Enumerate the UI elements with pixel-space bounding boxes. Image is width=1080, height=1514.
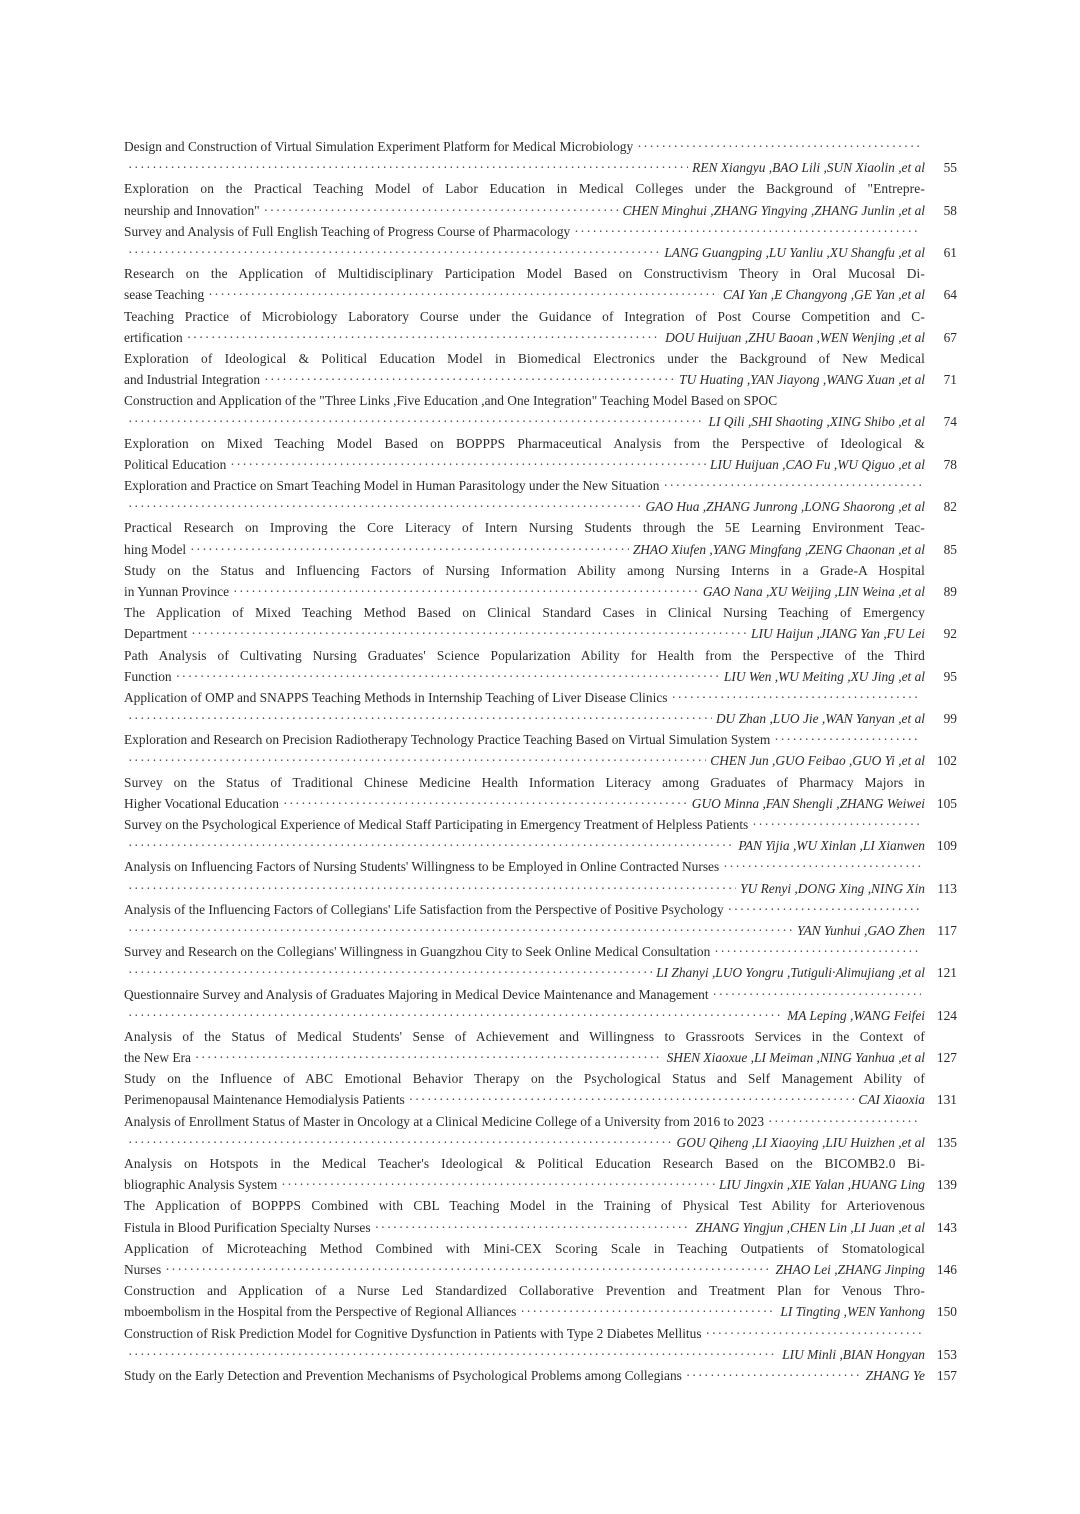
toc-entry[interactable] (124, 645, 957, 687)
toc-title-line (124, 433, 957, 454)
leader-dots (128, 496, 642, 517)
toc-title-line (124, 178, 957, 199)
leader-dots (714, 941, 921, 962)
leader-dots (230, 454, 706, 475)
toc-page-number: 143 (936, 1219, 957, 1235)
toc-page-number: 109 (936, 838, 957, 854)
toc-title-text: the New Era (124, 1050, 191, 1066)
toc-authors: CAI Yan ,E Changyong ,GE Yan ,et al (722, 287, 925, 303)
toc-authors: ZHANG Ye (865, 1367, 925, 1383)
toc-title-line (124, 221, 957, 242)
leader-dots (128, 750, 706, 771)
toc-page-number: 58 (943, 202, 957, 218)
toc-entry[interactable] (124, 475, 957, 517)
toc-page-number: 89 (943, 583, 957, 599)
toc-title-line (124, 263, 957, 284)
toc-title-text: and Industrial Integration (124, 372, 261, 388)
leader-dots (208, 284, 719, 305)
toc-title-line (124, 623, 957, 644)
toc-title-text: Exploration on the Practical Teaching Model of Labor Education in Medical Colleges under the Background of "Entrepre- (124, 181, 925, 197)
toc-author-line (124, 411, 957, 432)
toc-authors: GAO Nana ,XU Weijing ,LIN Weina ,et al (702, 583, 925, 599)
toc-authors: DU Zhan ,LUO Jie ,WAN Yanyan ,et al (715, 711, 925, 727)
leader-dots (706, 1323, 921, 1344)
toc-entry[interactable] (124, 221, 957, 263)
toc-entry[interactable] (124, 729, 957, 771)
toc-authors: ZHAO Xiufen ,YANG Mingfang ,ZENG Chaonan ,et al (632, 541, 925, 557)
toc-entry[interactable] (124, 1068, 957, 1110)
toc-entry[interactable] (124, 306, 957, 348)
toc-title-text: Survey and Research on the Collegians' Willingness in Guangzhou City to Seek Online Medical Consultation (124, 944, 711, 960)
toc-entry[interactable] (124, 263, 957, 305)
toc-title-line (124, 327, 957, 348)
toc-entry[interactable] (124, 814, 957, 856)
toc-title-line (124, 284, 957, 305)
toc-entry[interactable] (124, 178, 957, 220)
toc-title-text: Analysis on Hotspots in the Medical Teacher's Ideological & Political Education Research Based on the BICOMB2.0 Bi- (124, 1156, 925, 1171)
toc-title-text: Political Education (124, 456, 227, 472)
leader-dots (520, 1301, 776, 1322)
toc-author-line (124, 1344, 957, 1365)
leader-dots (723, 856, 921, 877)
toc-title-text: Application of OMP and SNAPPS Teaching Methods in Internship Teaching of Liver Disease Clinics (124, 689, 668, 705)
toc-title-text: Study on the Influence of ABC Emotional Behavior Therapy on the Psychological Status and Self Management Ability of (124, 1071, 925, 1087)
toc-authors: CHEN Jun ,GUO Feibao ,GUO Yi ,et al (710, 753, 925, 769)
toc-entry[interactable] (124, 1195, 957, 1237)
toc-authors: GUO Minna ,FAN Shengli ,ZHANG Weiwei (691, 795, 925, 811)
toc-page-number: 95 (943, 668, 957, 684)
toc-title-line (124, 687, 957, 708)
toc-title-line (124, 729, 957, 750)
toc-title-line (124, 136, 957, 157)
toc-title-text: sease Teaching (124, 287, 205, 303)
toc-title-text: The Application of Mixed Teaching Method Based on Clinical Standard Cases in Clinical Nursing Teaching of Emergency (124, 605, 925, 621)
toc-author-line (124, 242, 957, 263)
toc-title-line (124, 1259, 957, 1280)
leader-dots (233, 581, 699, 602)
toc-authors: YAN Yunhui ,GAO Zhen (796, 922, 925, 938)
toc-title-line (124, 1111, 957, 1132)
toc-authors: ZHAO Lei ,ZHANG Jinping (775, 1261, 925, 1277)
toc-page-number: 113 (937, 880, 957, 896)
toc-title-text: Construction of Risk Prediction Model for Cognitive Dysfunction in Patients with Type 2 Diabetes Mellitus (124, 1325, 702, 1341)
toc-title-text: Nurses (124, 1261, 162, 1277)
toc-entry[interactable] (124, 348, 957, 390)
toc-authors: LIU Huijuan ,CAO Fu ,WU Qiguo ,et al (710, 456, 925, 472)
toc-title-line (124, 1174, 957, 1195)
toc-title-text: Study on the Status and Influencing Factors of Nursing Information Ability among Nursing Interns in a Grade-A Hospital (124, 562, 925, 578)
toc-page-number: 135 (936, 1134, 957, 1150)
toc-page-number: 92 (943, 626, 957, 642)
toc-title-line (124, 348, 957, 369)
leader-dots (128, 411, 705, 432)
toc-entry[interactable] (124, 1365, 957, 1386)
leader-dots (375, 1217, 692, 1238)
toc-author-line (124, 1132, 957, 1153)
toc-title-text: Path Analysis of Cultivating Nursing Graduates' Science Popularization Ability for Health from the Perspective of the Third (124, 647, 925, 663)
toc-authors: GAO Hua ,ZHANG Junrong ,LONG Shaorong ,et al (645, 499, 925, 515)
toc-title-text: Survey and Analysis of Full English Teaching of Progress Course of Pharmacology (124, 223, 571, 239)
toc-authors: LIU Haijun ,JIANG Yan ,FU Lei (751, 626, 925, 642)
toc-title-line (124, 1068, 957, 1089)
toc-page-number: 71 (943, 372, 957, 388)
toc-title-text: The Application of BOPPPS Combined with CBL Teaching Model in the Training of Physical Test Ability for Arteriovenous (124, 1198, 925, 1214)
leader-dots (752, 814, 921, 835)
toc-author-line (124, 750, 957, 771)
toc-authors: LANG Guangping ,LU Yanliu ,XU Shangfu ,et al (664, 244, 925, 260)
toc-title-text: Survey on the Psychological Experience of Medical Staff Participating in Emergency Treatment of Helpless Patients (124, 817, 749, 832)
toc-entry[interactable] (124, 1280, 957, 1322)
toc-title-line (124, 941, 957, 962)
leader-dots (128, 242, 660, 263)
leader-dots (128, 920, 793, 941)
toc-entry[interactable] (124, 772, 957, 814)
toc-title-line (124, 1217, 957, 1238)
toc-authors: LIU Jingxin ,XIE Yalan ,HUANG Ling (719, 1177, 925, 1193)
toc-authors: TU Huating ,YAN Jiayong ,WANG Xuan ,et al (679, 372, 925, 388)
toc-authors: ZHANG Yingjun ,CHEN Lin ,LI Juan ,et al (695, 1219, 925, 1235)
toc-title-line (124, 560, 957, 581)
toc-title-line (124, 1047, 957, 1068)
toc-entry[interactable] (124, 856, 957, 898)
toc-title-text: in Yunnan Province (124, 583, 230, 599)
leader-dots (264, 200, 619, 221)
toc-title-text: Design and Construction of Virtual Simulation Experiment Platform for Medical Microbiology (124, 139, 634, 154)
toc-title-text: Questionnaire Survey and Analysis of Graduates Majoring in Medical Device Maintenance and Management (124, 986, 709, 1002)
toc-title-line (124, 856, 957, 877)
toc-title-text: Construction and Application of a Nurse Led Standardized Collaborative Prevention and Treatment Plan for Venous Thro- (124, 1283, 925, 1299)
toc-page-number: 67 (943, 329, 957, 345)
toc-title-text: Analysis on Influencing Factors of Nursing Students' Willingness to be Employed in Online Contracted Nurses (124, 859, 720, 875)
toc-title-text: Exploration and Practice on Smart Teaching Model in Human Parasitology under the New Situation (124, 478, 660, 493)
leader-dots (128, 1344, 778, 1365)
toc-author-line (124, 157, 957, 178)
leader-dots (128, 1132, 673, 1153)
toc-authors: LI Zhanyi ,LUO Yongru ,Tutiguli·Alimujiang ,et al (656, 965, 925, 981)
toc-entry[interactable] (124, 517, 957, 559)
toc-entry[interactable] (124, 433, 957, 475)
toc-title-text: Practical Research on Improving the Core Literacy of Intern Nursing Students through the 5E Learning Environment Teac- (124, 520, 925, 536)
leader-dots (128, 835, 734, 856)
toc-page-number: 157 (936, 1367, 957, 1383)
toc-authors: DOU Huijuan ,ZHU Baoan ,WEN Wenjing ,et al (665, 329, 925, 345)
toc-page-number: 146 (936, 1261, 957, 1277)
toc-page-number: 74 (943, 414, 957, 430)
toc-title-text: Function (124, 668, 172, 684)
toc-title-line (124, 1238, 957, 1259)
toc-author-line (124, 878, 957, 899)
toc-title-text: Perimenopausal Maintenance Hemodialysis Patients (124, 1092, 405, 1108)
toc-authors: LIU Minli ,BIAN Hongyan (782, 1346, 925, 1362)
toc-title-text: neurship and Innovation" (124, 202, 260, 218)
toc-author-line (124, 962, 957, 983)
toc-authors: MA Leping ,WANG Feifei (787, 1007, 925, 1023)
toc-title-line (124, 1195, 957, 1216)
toc-title-line (124, 814, 957, 835)
toc-page-number: 99 (943, 711, 957, 727)
toc-author-line (124, 920, 957, 941)
toc-page-number: 82 (943, 499, 957, 515)
toc-authors: SHEN Xiaoxue ,LI Meiman ,NING Yanhua ,et al (666, 1050, 925, 1066)
toc-title-line (124, 602, 957, 623)
toc-author-line (124, 835, 957, 856)
leader-dots (128, 1005, 783, 1026)
toc-author-line (124, 1005, 957, 1026)
toc-author-line (124, 708, 957, 729)
table-of-contents (124, 136, 957, 1386)
toc-title-line (124, 666, 957, 687)
toc-page-number: 64 (943, 287, 957, 303)
toc-title-text: Construction and Application of the "Three Links ,Five Education ,and One Integration" Teaching Model Based on SPOC (124, 393, 778, 409)
toc-page-number: 124 (936, 1007, 957, 1023)
toc-page-number: 150 (936, 1304, 957, 1320)
toc-authors: LI Tingting ,WEN Yanhong (780, 1304, 925, 1320)
leader-dots (128, 878, 736, 899)
leader-dots (264, 369, 675, 390)
toc-title-line (124, 899, 957, 920)
leader-dots (663, 475, 921, 496)
toc-title-text: Fistula in Blood Purification Specialty Nurses (124, 1219, 371, 1235)
toc-title-line (124, 306, 957, 327)
toc-authors: PAN Yijia ,WU Xinlan ,LI Xianwen (738, 838, 925, 854)
toc-title-line (124, 539, 957, 560)
toc-page (124, 136, 957, 1386)
toc-authors: GOU Qiheng ,LI Xiaoying ,LIU Huizhen ,et al (676, 1134, 925, 1150)
toc-title-text: hing Model (124, 541, 187, 557)
toc-page-number: 61 (943, 244, 957, 260)
toc-title-line (124, 1301, 957, 1322)
leader-dots (281, 1174, 715, 1195)
leader-dots (165, 1259, 771, 1280)
toc-title-text: Analysis of Enrollment Status of Master in Oncology at a Clinical Medicine College of a University from 2016 to 2023 (124, 1113, 765, 1129)
toc-entry[interactable] (124, 1026, 957, 1068)
toc-page-number: 55 (943, 160, 957, 176)
toc-title-text: Higher Vocational Education (124, 795, 279, 811)
leader-dots (574, 221, 921, 242)
toc-title-line (124, 581, 957, 602)
toc-page-number: 121 (936, 965, 957, 981)
toc-page-number: 105 (936, 795, 957, 811)
toc-title-line (124, 1280, 957, 1301)
leader-dots (671, 687, 921, 708)
leader-dots (128, 708, 712, 729)
toc-title-line (124, 1323, 957, 1344)
toc-title-text: Analysis of the Status of Medical Students' Sense of Achievement and Willingness to Grassroots Services in the Context of (124, 1028, 925, 1044)
toc-title-line (124, 645, 957, 666)
toc-title-text: Exploration of Ideological & Political Education Model in Biomedical Electronics under the Background of New Medical (124, 350, 925, 366)
toc-page-number: 139 (936, 1177, 957, 1193)
toc-page-number: 117 (937, 922, 957, 938)
toc-title-text: Survey on the Status of Traditional Chinese Medicine Health Information Literacy among Graduates of Pharmacy Majors in (124, 774, 925, 790)
leader-dots (409, 1089, 855, 1110)
toc-title-line (124, 1026, 957, 1047)
toc-title-text: mboembolism in the Hospital from the Perspective of Regional Alliances (124, 1304, 517, 1320)
toc-page-number: 153 (936, 1346, 957, 1362)
toc-entry[interactable] (124, 1153, 957, 1195)
toc-title-line (124, 369, 957, 390)
toc-title-line (124, 1365, 957, 1386)
toc-authors: CHEN Minghui ,ZHANG Yingying ,ZHANG Junlin ,et al (622, 202, 925, 218)
leader-dots (190, 539, 629, 560)
leader-dots (191, 623, 747, 644)
toc-title-line (124, 200, 957, 221)
toc-entry[interactable] (124, 941, 957, 983)
toc-title-line (124, 772, 957, 793)
toc-title-line (124, 793, 957, 814)
toc-author-line (124, 496, 957, 517)
toc-entry[interactable] (124, 1111, 957, 1153)
toc-title-line (124, 454, 957, 475)
leader-dots (768, 1111, 921, 1132)
toc-page-number: 78 (943, 456, 957, 472)
toc-entry[interactable] (124, 1323, 957, 1365)
toc-title-line (124, 517, 957, 538)
leader-dots (176, 666, 720, 687)
leader-dots (774, 729, 921, 750)
toc-entry[interactable] (124, 984, 957, 1026)
toc-title-text: Application of Microteaching Method Combined with Mini-CEX Scoring Scale in Teaching Outpatients of Stomatological (124, 1240, 925, 1256)
toc-entry[interactable] (124, 560, 957, 602)
toc-title-text: Analysis of the Influencing Factors of Collegians' Life Satisfaction from the Perspective of Positive Psychology (124, 901, 724, 917)
leader-dots (128, 962, 652, 983)
toc-entry[interactable] (124, 899, 957, 941)
toc-authors: LIU Wen ,WU Meiting ,XU Jing ,et al (723, 668, 925, 684)
toc-authors: CAI Xiaoxia (858, 1092, 925, 1108)
toc-entry[interactable] (124, 687, 957, 729)
toc-title-text: Teaching Practice of Microbiology Laboratory Course under the Guidance of Integration of Post Course Competition and C- (124, 308, 925, 324)
leader-dots (187, 327, 661, 348)
toc-title-line (124, 390, 957, 411)
toc-entry[interactable] (124, 1238, 957, 1280)
leader-dots (637, 136, 921, 157)
toc-title-text: Department (124, 626, 188, 642)
leader-dots (728, 899, 921, 920)
toc-title-line (124, 984, 957, 1005)
toc-page-number: 102 (936, 753, 957, 769)
toc-title-line (124, 475, 957, 496)
toc-title-text: Research on the Application of Multidisciplinary Participation Model Based on Constructivism Theory in Oral Mucosal Di- (124, 266, 925, 282)
leader-dots (283, 793, 688, 814)
leader-dots (195, 1047, 663, 1068)
toc-authors: REN Xiangyu ,BAO Lili ,SUN Xiaolin ,et al (692, 160, 925, 176)
toc-authors: YU Renyi ,DONG Xing ,NING Xin (740, 880, 925, 896)
leader-dots (128, 157, 688, 178)
leader-dots (686, 1365, 862, 1386)
toc-page-number: 131 (936, 1092, 957, 1108)
toc-title-text: Exploration on Mixed Teaching Model Based on BOPPPS Pharmaceutical Analysis from the Perspective of Ideological & (124, 435, 925, 451)
toc-entry[interactable] (124, 136, 957, 178)
toc-title-line (124, 1089, 957, 1110)
toc-title-text: bliographic Analysis System (124, 1177, 278, 1193)
toc-title-text: Study on the Early Detection and Prevention Mechanisms of Psychological Problems among Collegians (124, 1367, 682, 1383)
leader-dots (713, 984, 921, 1005)
toc-title-text: Exploration and Research on Precision Radiotherapy Technology Practice Teaching Based on Virtual Simulation System (124, 732, 771, 748)
toc-authors: LI Qili ,SHI Shaoting ,XING Shibo ,et al (708, 414, 925, 430)
toc-page-number: 85 (943, 541, 957, 557)
toc-title-text: ertification (124, 329, 183, 345)
toc-entry[interactable] (124, 390, 957, 432)
toc-page-number: 127 (936, 1050, 957, 1066)
toc-entry[interactable] (124, 602, 957, 644)
toc-title-line (124, 1153, 957, 1174)
